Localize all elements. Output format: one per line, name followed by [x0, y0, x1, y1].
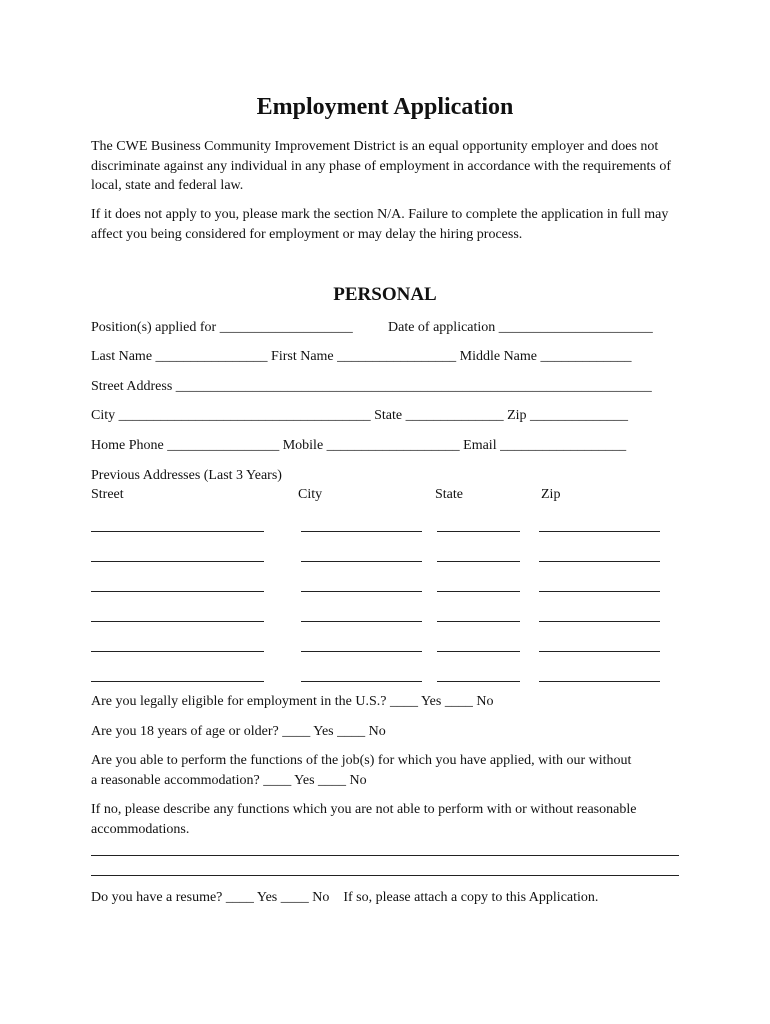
instructions-paragraph: If it does not apply to you, please mark the section N/A. Failure to complete the application in full may affect you being considered for employment or may delay the hiring process.	[91, 207, 669, 242]
prev-address-city-blank[interactable]	[301, 531, 422, 532]
section-title-personal: PERSONAL	[333, 284, 437, 305]
prev-address-state-blank[interactable]	[437, 531, 520, 532]
prev-address-city-blank[interactable]	[301, 621, 422, 622]
describe-answer-line-1[interactable]	[91, 855, 679, 856]
prev-address-zip-blank[interactable]	[539, 591, 660, 592]
prev-address-zip-blank[interactable]	[539, 681, 660, 682]
position-applied-field[interactable]: Position(s) applied for ___________________	[91, 320, 353, 335]
prev-address-zip-blank[interactable]	[539, 561, 660, 562]
prev-address-city-blank[interactable]	[301, 561, 422, 562]
question-perform-functions-line1: Are you able to perform the functions of the job(s) for which you have applied, with our without	[91, 753, 632, 768]
prev-address-street-blank[interactable]	[91, 681, 264, 682]
phone-email-row[interactable]: Home Phone ________________ Mobile ___________________ Email __________________	[91, 438, 627, 453]
prev-address-zip-blank[interactable]	[539, 651, 660, 652]
prev-address-zip-blank[interactable]	[539, 531, 660, 532]
prev-address-street-blank[interactable]	[91, 651, 264, 652]
prev-address-street-blank[interactable]	[91, 531, 264, 532]
prev-address-state-blank[interactable]	[437, 561, 520, 562]
question-resume[interactable]: Do you have a resume? ____ Yes ____ No If so, please attach a copy to this Application.	[91, 890, 599, 905]
prev-address-state-blank[interactable]	[437, 681, 520, 682]
column-header-zip: Zip	[541, 487, 561, 502]
column-header-state: State	[435, 487, 463, 502]
city-state-zip-row[interactable]: City ____________________________________ State ______________ Zip ______________	[91, 408, 629, 423]
street-address-field[interactable]: Street Address ____________________________________________________________________	[91, 379, 652, 394]
prev-address-city-blank[interactable]	[301, 591, 422, 592]
question-age-18[interactable]: Are you 18 years of age or older? ____ Yes ____ No	[91, 724, 386, 739]
prev-address-state-blank[interactable]	[437, 591, 520, 592]
column-header-street: Street	[91, 487, 124, 502]
name-fields-row[interactable]: Last Name ________________ First Name _________________ Middle Name _____________	[91, 349, 632, 364]
question-perform-functions-line2[interactable]: a reasonable accommodation? ____ Yes ____ No	[91, 773, 367, 788]
prev-address-street-blank[interactable]	[91, 591, 264, 592]
column-header-city: City	[298, 487, 323, 502]
describe-functions-line1: If no, please describe any functions which you are not able to perform with or without reasonable	[91, 802, 637, 817]
page-title: Employment Application	[256, 94, 514, 120]
question-legally-eligible[interactable]: Are you legally eligible for employment in the U.S.? ____ Yes ____ No	[91, 694, 494, 709]
prev-address-state-blank[interactable]	[437, 651, 520, 652]
prev-address-city-blank[interactable]	[301, 651, 422, 652]
date-of-application-field[interactable]: Date of application ______________________	[388, 320, 653, 335]
prev-address-city-blank[interactable]	[301, 681, 422, 682]
eeo-statement: The CWE Business Community Improvement District is an equal opportunity employer and does not discriminate against any individual in any phase of employment in accordance with the requirements of local, state and federal law.	[91, 139, 672, 193]
describe-answer-line-2[interactable]	[91, 875, 679, 876]
previous-addresses-heading: Previous Addresses (Last 3 Years)	[91, 468, 282, 483]
prev-address-street-blank[interactable]	[91, 621, 264, 622]
prev-address-street-blank[interactable]	[91, 561, 264, 562]
prev-address-zip-blank[interactable]	[539, 621, 660, 622]
describe-functions-line2: accommodations.	[91, 822, 190, 837]
prev-address-state-blank[interactable]	[437, 621, 520, 622]
